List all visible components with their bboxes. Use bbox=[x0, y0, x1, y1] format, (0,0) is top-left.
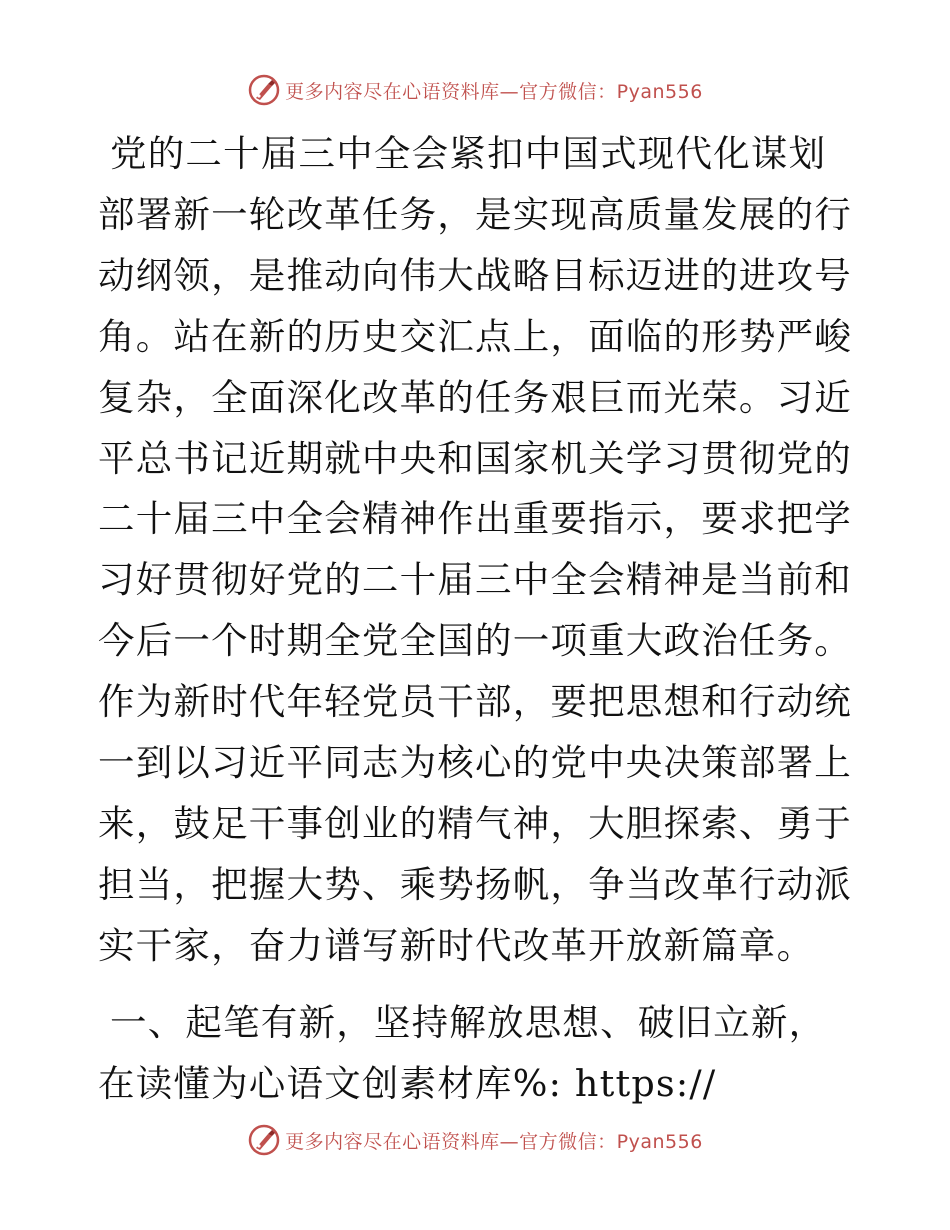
pen-nib-logo-icon bbox=[247, 1123, 281, 1157]
footer-banner-text: 更多内容尽在心语资料库—官方微信：Pyan556 bbox=[285, 1130, 703, 1153]
footer-banner bbox=[0, 1120, 950, 1160]
paragraph-section-one: 一、起笔有新，坚持解放思想、破旧立新，在读懂为心语文创素材库%: https:// bbox=[98, 1000, 827, 1105]
pen-nib-logo-icon bbox=[247, 73, 281, 107]
paragraph-intro: 党的二十届三中全会紧扣中国式现代化谋划部署新一轮改革任务，是实现高质量发展的行动纲领，是推动向伟大战略目标迈进的进攻号角。站在新的历史交汇点上，面临的形势严峻复杂，全面深化改革的任务艰巨而光荣。习近平总书记近期就中央和国家机关学习贯彻党的二十届三中全会精神作出重要指示，要求把学习好贯彻好党的二十届三中全会精神是当前和今后一个时期全党全国的一项重大政治任务。作为新时代年轻党员干部，要把思想和行动统一到以习近平同志为核心的党中央决策部署上来，鼓足干事创业的精气神，大胆探索、勇于担当，把握大势、乘势扬帆，争当改革行动派实干家，奋力谱写新时代改革开放新篇章。 bbox=[98, 132, 852, 967]
header-banner-text: 更多内容尽在心语资料库—官方微信：Pyan556 bbox=[285, 80, 703, 103]
header-banner bbox=[0, 70, 950, 110]
document-body bbox=[98, 124, 858, 1115]
